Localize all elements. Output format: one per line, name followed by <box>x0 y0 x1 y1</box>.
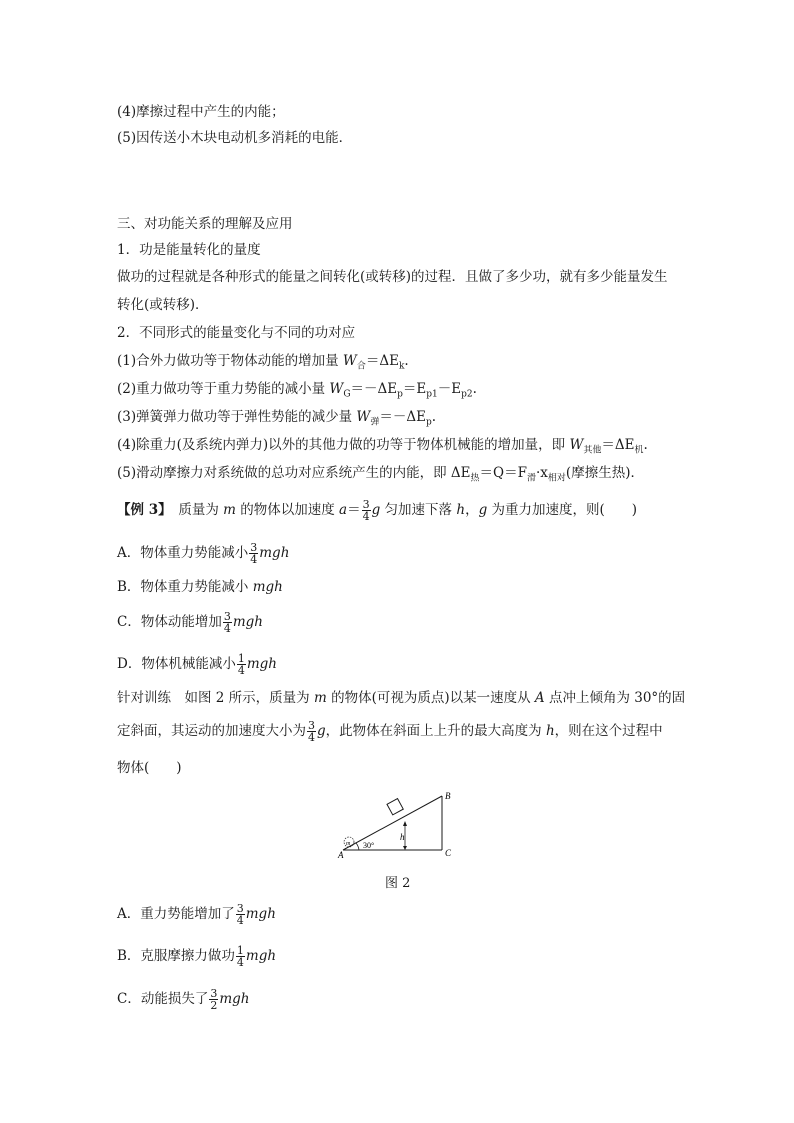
training-line-1: 针对训练 如图 2 所示，质量为 m 的物体(可视为质点)以某一速度从 A 点冲上倾角为 30°的固 <box>117 690 686 706</box>
height-label: h <box>400 832 405 842</box>
training-option-b: B．克服摩擦力做功 $\frac{1}{4}$ mgh <box>117 944 277 969</box>
subsection-1-text-b: 转化(或转移)． <box>117 297 209 313</box>
relation-2: (2)重力做功等于重力势能的减小量 $W_G=-\Delta E_p=E_{p1}-E_{p2}$. <box>117 381 477 400</box>
figure-caption: 图 2 <box>385 876 411 891</box>
prev-item-5: (5)因传送小木块电动机多消耗的电能． <box>117 130 353 146</box>
subsection-2-title: 2．不同形式的能量变化与不同的功对应 <box>117 325 356 341</box>
example-option-b: B．物体重力势能减小 mgh <box>117 579 283 595</box>
incline-diagram <box>335 788 465 860</box>
point-b-label: B <box>445 791 451 801</box>
point-c-label: C <box>445 848 452 858</box>
subsection-1-text-a: 做功的过程就是各种形式的能量之间转化(或转移)的过程．且做了多少功，就有多少能量发生 <box>117 269 668 285</box>
block-icon <box>387 799 403 815</box>
training-line-2: 定斜面，其运动的加速度大小为 $\frac{3}{4}$ g，此物体在斜面上上升的最大高度为 h，则在这个过程中 <box>117 719 663 744</box>
example-3-stem: 【例 3】 质量为 m 的物体以加速度 a＝ $\frac{3}{4}$ g 匀加速下落 h，g 为重力加速度，则( ) <box>117 498 638 523</box>
mass-label: m <box>346 841 351 847</box>
training-line-3: 物体( ) <box>117 760 182 776</box>
point-a-label: A <box>338 850 344 860</box>
example-option-d: D．物体机械能减小 $\frac{1}{4}$ mgh <box>117 652 277 677</box>
training-option-a: A．重力势能增加了 $\frac{3}{4}$ mgh <box>117 902 276 927</box>
section-heading: 三、对功能关系的理解及应用 <box>117 216 293 232</box>
example-tag: 【例 3】 <box>117 502 165 518</box>
example-option-a: A．物体重力势能减小 $\frac{3}{4}$ mgh <box>117 541 290 566</box>
angle-label: 30° <box>363 841 375 850</box>
prev-item-4: (4)摩擦过程中产生的内能； <box>117 104 285 120</box>
relation-1: (1)合外力做功等于物体动能的增加量 $W_合=\Delta E_k$. <box>117 353 409 372</box>
relation-3: (3)弹簧弹力做功等于弹性势能的减少量 $W_弹=-\Delta E_p$. <box>117 409 436 428</box>
fraction: $\frac{3}{4}$ <box>362 498 370 523</box>
subsection-1-title: 1．功是能量转化的量度 <box>117 242 261 258</box>
example-option-c: C．物体动能增加 $\frac{3}{4}$ mgh <box>117 610 263 635</box>
relation-4: (4)除重力(及系统内弹力)以外的其他力做的功等于物体机械能的增加量，即 $W_{其他}=\Delta E_机$. <box>117 437 648 456</box>
relation-5: (5)滑动摩擦力对系统做的总功对应系统产生的内能，即 $\Delta E_热=Q=F_滑\cdot x_{相对}$(摩擦生热)． <box>117 465 644 484</box>
training-option-c: C．动能损失了 $\frac{3}{2}$ mgh <box>117 987 250 1012</box>
